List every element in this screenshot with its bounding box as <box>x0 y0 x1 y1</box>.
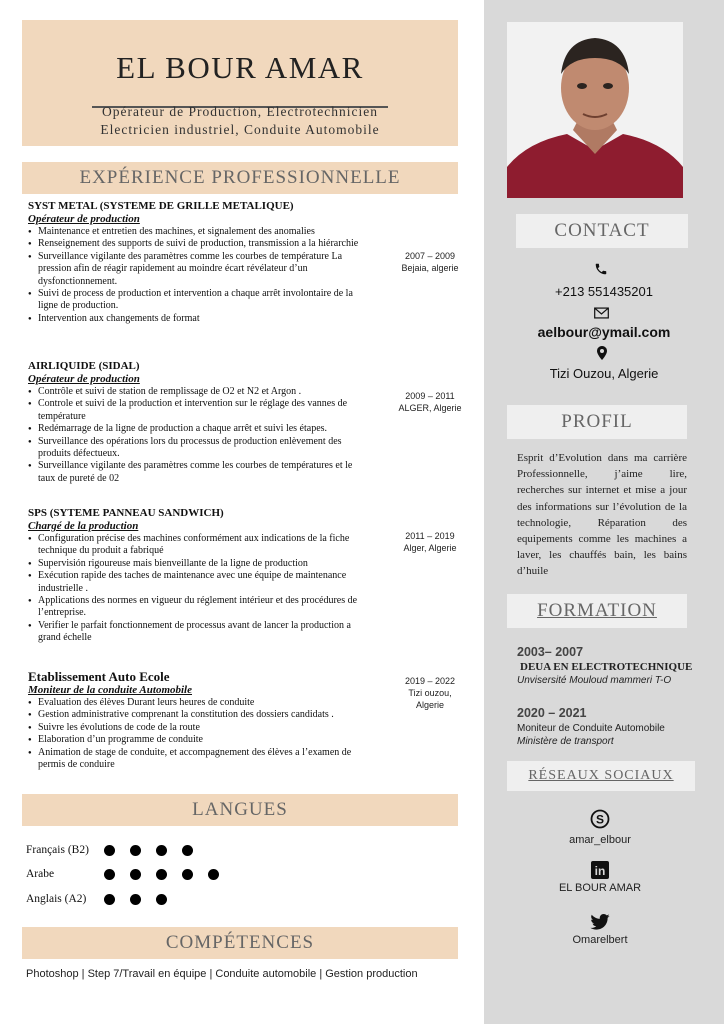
date-range: 2009 – 2011 <box>405 391 455 401</box>
job-role: Opérateur de production <box>28 373 140 385</box>
job-role: Moniteur de la conduite Automobile <box>28 684 192 696</box>
phone-icon <box>594 262 608 281</box>
list-item: ● Contrôle et suivi de station de remplissage de O2 et N2 et Argon . <box>38 386 368 398</box>
level-dot <box>156 894 167 905</box>
job-location: ALGER, Algerie <box>398 403 462 413</box>
languages-heading: LANGUES <box>22 794 458 826</box>
list-item: ● Configuration précise des machines conformément aux indications de la fiche technique du produit a fabriqué <box>38 533 368 558</box>
experience-heading: EXPÉRIENCE PROFESSIONNELLE <box>22 162 458 194</box>
list-item: ● Redémarrage de la ligne de production a chaque arrêt et suivi les étapes. <box>38 423 368 435</box>
list-item: ● Gestion administrative comprenant la constitution des dossiers candidats . <box>38 709 368 721</box>
job-role: Chargé de la production <box>28 520 139 532</box>
list-item: ● Surveillance des opérations lors du processus de production enlèvement des produits défectueux. <box>38 436 368 461</box>
list-item: ● Renseignement des supports de suivi de production, transmission a la hiérarchie <box>38 238 368 250</box>
education-years: 2020 – 2021 <box>517 706 587 720</box>
phone-number[interactable]: +213 551435201 <box>555 284 653 299</box>
list-item: ● Exécution rapide des taches de maintenance avec une équipe de maintenance industrielle . <box>38 570 368 595</box>
experience-entry <box>28 507 368 645</box>
list-item: ● Controle et suivi de la production et intervention sur le réglage des vannes de température <box>38 398 368 423</box>
job-title-line1: Opérateur de Production, Electrotechnicien <box>102 104 378 119</box>
list-item: ● Surveillance vigilante des paramètres comme les courbes de températures et le taux de pureté de 02 <box>38 460 368 485</box>
job-dates <box>402 675 458 711</box>
list-item: ● Surveillance vigilante des paramètres comme les courbes de température La pression afin de réagir rapidement au moindre écart révélateur d’un dysfonctionnement. <box>38 251 368 288</box>
level-dot <box>182 845 193 856</box>
profile-heading: PROFIL <box>507 405 687 439</box>
email-address[interactable]: aelbour@ymail.com <box>537 324 671 340</box>
level-dot <box>104 894 115 905</box>
social-heading: RÉSEAUX SOCIAUX <box>507 761 695 791</box>
date-range: 2019 – 2022 <box>404 676 456 686</box>
language-name: Français (B2) <box>26 844 89 856</box>
job-location: Bejaia, algerie <box>401 263 459 273</box>
level-dot <box>156 869 167 880</box>
experience-entry <box>28 360 368 485</box>
level-dot <box>130 869 141 880</box>
twitter-username[interactable]: Omarelbert <box>572 934 628 946</box>
language-row <box>26 893 182 905</box>
job-location: Alger, Algerie <box>403 543 457 553</box>
twitter-icon[interactable] <box>590 914 610 935</box>
location: Tizi Ouzou, Algerie <box>549 366 659 381</box>
list-item: ● Elaboration d’un programme de conduite <box>38 734 368 746</box>
education-degree: DEUA EN ELECTROTECHNIQUE <box>520 661 693 673</box>
education-school: Unvisersité Mouloud mammeri T-O <box>517 675 672 686</box>
list-item: ● Applications des normes en vigueur du réglement intérieur et des procédures de l’entreprise. <box>38 595 368 620</box>
svg-text:S: S <box>595 812 605 827</box>
name-header <box>22 20 458 146</box>
candidate-name: EL BOUR AMAR <box>116 50 364 85</box>
contact-heading: CONTACT <box>516 214 688 248</box>
skills-heading: COMPÉTENCES <box>22 927 458 959</box>
job-title-line2: Electricien industriel, Conduite Automobile <box>100 122 380 137</box>
svg-text:in: in <box>594 864 606 878</box>
list-item: ● Verifier le parfait fonctionnement de processus avant de lancer la production a grand échelle <box>38 620 368 645</box>
linkedin-username[interactable]: EL BOUR AMAR <box>558 882 642 894</box>
location-pin-icon <box>597 346 607 365</box>
date-range: 2011 – 2019 <box>405 531 455 541</box>
level-dot <box>130 894 141 905</box>
job-dates <box>388 530 472 554</box>
list-item: ● Supervisión rigoureuse mais bienveillante de la ligne de production <box>38 558 368 570</box>
level-dot <box>182 869 193 880</box>
education-years: 2003– 2007 <box>517 645 584 659</box>
profile-photo <box>507 22 683 198</box>
level-dot <box>104 869 115 880</box>
company-name: SPS (SYTEME PANNEAU SANDWICH) <box>28 507 224 519</box>
company-name: AIRLIQUIDE (SIDAL) <box>28 360 140 372</box>
experience-entry <box>28 200 368 325</box>
language-row <box>26 844 208 856</box>
email-icon <box>594 306 609 324</box>
language-name: Arabe <box>26 868 55 880</box>
language-name: Anglais (A2) <box>26 893 87 905</box>
education-school: Ministère de transport <box>517 736 614 747</box>
job-dates <box>388 250 472 274</box>
level-dot <box>208 869 219 880</box>
level-dot <box>104 845 115 856</box>
education-entry <box>517 644 692 687</box>
level-dot <box>130 845 141 856</box>
list-item: ● Maintenance et entretien des machines, et signalement des anomalies <box>38 226 368 238</box>
level-dot <box>156 845 167 856</box>
skills-list: Photoshop | Step 7/Travail en équipe | Conduite automobile | Gestion production <box>26 968 418 980</box>
job-dates <box>388 390 472 414</box>
skype-username[interactable]: amar_elbour <box>569 834 631 846</box>
list-item: ● Animation de stage de conduite, et accompagnement des élèves a l’examen de permis de conduire <box>38 747 368 772</box>
skype-icon[interactable] <box>590 809 610 834</box>
linkedin-icon[interactable] <box>591 861 609 884</box>
education-degree: Moniteur de Conduite Automobile <box>517 723 665 734</box>
job-role: Opérateur de production <box>28 213 140 225</box>
experience-entry <box>28 669 368 771</box>
education-entry <box>517 705 665 748</box>
company-name: Etablissement Auto Ecole <box>28 669 170 684</box>
education-heading: FORMATION <box>507 594 687 628</box>
profile-text: Esprit d’Evolution dans ma carrière Professionnelle, j’aime lire, recherches sur internet et mise a jour des informations sur l’évolution de la technologie, Réparation des equipements comme les machines a laver, les chauffés bain, les bains d’huile <box>517 452 687 578</box>
company-name: SYST METAL (SYSTEME DE GRILLE METALIQUE) <box>28 200 294 212</box>
list-item: ● Suivre les évolutions de code de la route <box>38 722 368 734</box>
list-item: ● Evaluation des élèves Durant leurs heures de conduite <box>38 697 368 709</box>
list-item: ● Suivi de process de production et intervention a chaque arrêt involontaire de la ligne de production. <box>38 288 368 313</box>
date-range: 2007 – 2009 <box>404 251 456 261</box>
job-location: Tizi ouzou, Algerie <box>408 688 452 710</box>
list-item: ● Intervention aux changements de format <box>38 313 368 325</box>
language-row <box>26 868 234 880</box>
